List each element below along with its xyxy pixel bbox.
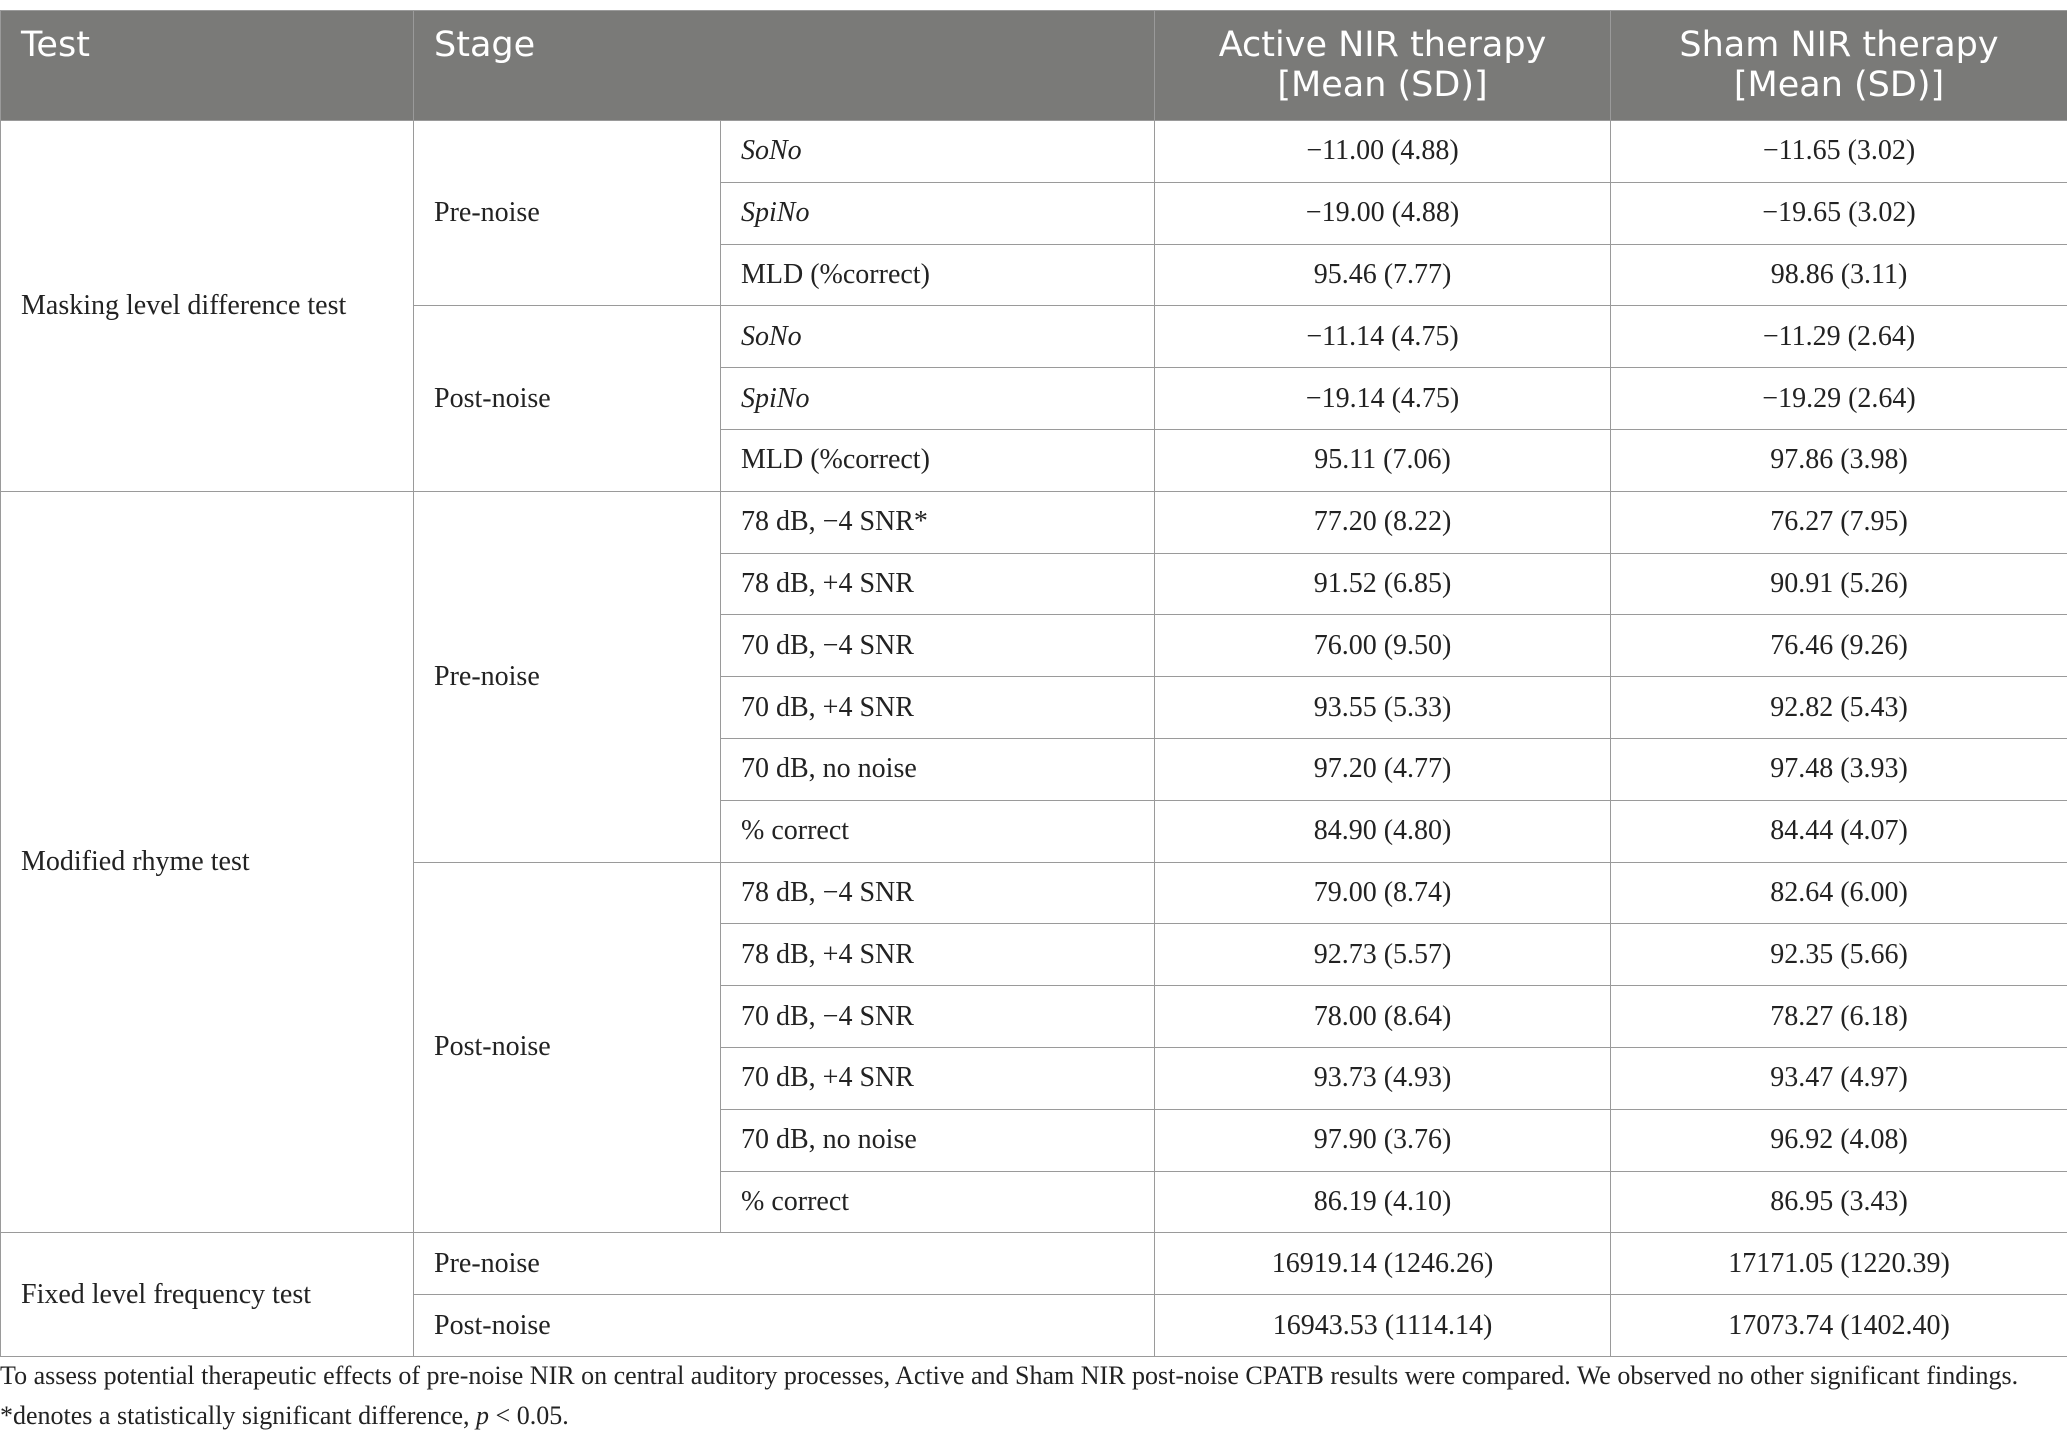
header-test: Test	[1, 11, 414, 121]
sham-value: 82.64 (6.00)	[1611, 862, 2067, 924]
footnote-text: To assess potential therapeutic effects of pre-noise NIR on central auditory processes, Active and Sham NIR post-noise CPATB results were compared. We observed no other significant findings. *denotes a statistically significant difference,	[0, 1361, 2019, 1430]
active-value: 84.90 (4.80)	[1155, 800, 1611, 862]
test-name: Masking level difference test	[1, 121, 414, 492]
header-sham	[1611, 11, 2067, 121]
condition: 70 dB, +4 SNR	[721, 677, 1155, 739]
active-value: −19.14 (4.75)	[1155, 368, 1611, 430]
stage-label: Post-noise	[414, 306, 721, 491]
sham-value: 93.47 (4.97)	[1611, 1047, 2067, 1109]
active-value: 92.73 (5.57)	[1155, 924, 1611, 986]
active-value: 93.73 (4.93)	[1155, 1047, 1611, 1109]
condition: SpiNo	[721, 182, 1155, 244]
active-value: 97.90 (3.76)	[1155, 1109, 1611, 1171]
condition: 70 dB, no noise	[721, 738, 1155, 800]
sham-value: 84.44 (4.07)	[1611, 800, 2067, 862]
footnote-p-symbol: p	[476, 1401, 490, 1430]
sham-value: 17171.05 (1220.39)	[1611, 1233, 2067, 1295]
table-row	[1, 121, 2067, 183]
test-name: Modified rhyme test	[1, 491, 414, 1233]
sham-value: 97.86 (3.98)	[1611, 429, 2067, 491]
condition: 70 dB, no noise	[721, 1109, 1155, 1171]
sham-value: 86.95 (3.43)	[1611, 1171, 2067, 1233]
stage-label: Pre-noise	[414, 491, 721, 862]
condition: 78 dB, +4 SNR	[721, 553, 1155, 615]
sham-value: −11.65 (3.02)	[1611, 121, 2067, 183]
stage-label: Post-noise	[414, 862, 721, 1233]
sham-value: 90.91 (5.26)	[1611, 553, 2067, 615]
active-value: 16919.14 (1246.26)	[1155, 1233, 1611, 1295]
active-value: 77.20 (8.22)	[1155, 491, 1611, 553]
sham-value: −19.29 (2.64)	[1611, 368, 2067, 430]
table-row	[1, 1233, 2067, 1295]
active-value: 86.19 (4.10)	[1155, 1171, 1611, 1233]
condition: MLD (%correct)	[721, 244, 1155, 306]
sham-value: 92.82 (5.43)	[1611, 677, 2067, 739]
condition: SoNo	[721, 306, 1155, 368]
active-value: 78.00 (8.64)	[1155, 986, 1611, 1048]
header-sham-line2: [Mean (SD)]	[1733, 65, 1945, 105]
sham-value: 76.27 (7.95)	[1611, 491, 2067, 553]
condition: SoNo	[721, 121, 1155, 183]
active-value: −11.00 (4.88)	[1155, 121, 1611, 183]
condition: 70 dB, +4 SNR	[721, 1047, 1155, 1109]
active-value: 79.00 (8.74)	[1155, 862, 1611, 924]
sham-value: 97.48 (3.93)	[1611, 738, 2067, 800]
sham-value: 76.46 (9.26)	[1611, 615, 2067, 677]
sham-value: 96.92 (4.08)	[1611, 1109, 2067, 1171]
sham-value: −19.65 (3.02)	[1611, 182, 2067, 244]
header-active-line1: Active NIR therapy	[1218, 25, 1547, 65]
active-value: 95.11 (7.06)	[1155, 429, 1611, 491]
condition: MLD (%correct)	[721, 429, 1155, 491]
condition: SpiNo	[721, 368, 1155, 430]
sham-value: −11.29 (2.64)	[1611, 306, 2067, 368]
condition: 78 dB, −4 SNR*	[721, 491, 1155, 553]
condition: % correct	[721, 1171, 1155, 1233]
stage-label: Pre-noise	[414, 121, 721, 306]
header-active	[1155, 11, 1611, 121]
active-value: 93.55 (5.33)	[1155, 677, 1611, 739]
stage-label: Post-noise	[414, 1295, 1155, 1357]
active-value: 76.00 (9.50)	[1155, 615, 1611, 677]
active-value: 91.52 (6.85)	[1155, 553, 1611, 615]
condition: 78 dB, +4 SNR	[721, 924, 1155, 986]
condition: 78 dB, −4 SNR	[721, 862, 1155, 924]
sham-value: 92.35 (5.66)	[1611, 924, 2067, 986]
active-value: 95.46 (7.77)	[1155, 244, 1611, 306]
active-value: 16943.53 (1114.14)	[1155, 1295, 1611, 1357]
table-footnote	[0, 1356, 2050, 1436]
header-row	[1, 11, 2067, 121]
stage-label: Pre-noise	[414, 1233, 1155, 1295]
test-name: Fixed level frequency test	[1, 1233, 414, 1357]
sham-value: 78.27 (6.18)	[1611, 986, 2067, 1048]
condition: % correct	[721, 800, 1155, 862]
active-value: 97.20 (4.77)	[1155, 738, 1611, 800]
condition: 70 dB, −4 SNR	[721, 986, 1155, 1048]
condition: 70 dB, −4 SNR	[721, 615, 1155, 677]
sham-value: 98.86 (3.11)	[1611, 244, 2067, 306]
header-active-line2: [Mean (SD)]	[1277, 65, 1488, 105]
active-value: −19.00 (4.88)	[1155, 182, 1611, 244]
sham-value: 17073.74 (1402.40)	[1611, 1295, 2067, 1357]
results-table	[0, 10, 2067, 1357]
table-row	[1, 491, 2067, 553]
header-stage: Stage	[414, 11, 1155, 121]
header-sham-line1: Sham NIR therapy	[1679, 25, 1999, 65]
active-value: −11.14 (4.75)	[1155, 306, 1611, 368]
footnote-threshold: < 0.05.	[489, 1401, 569, 1430]
